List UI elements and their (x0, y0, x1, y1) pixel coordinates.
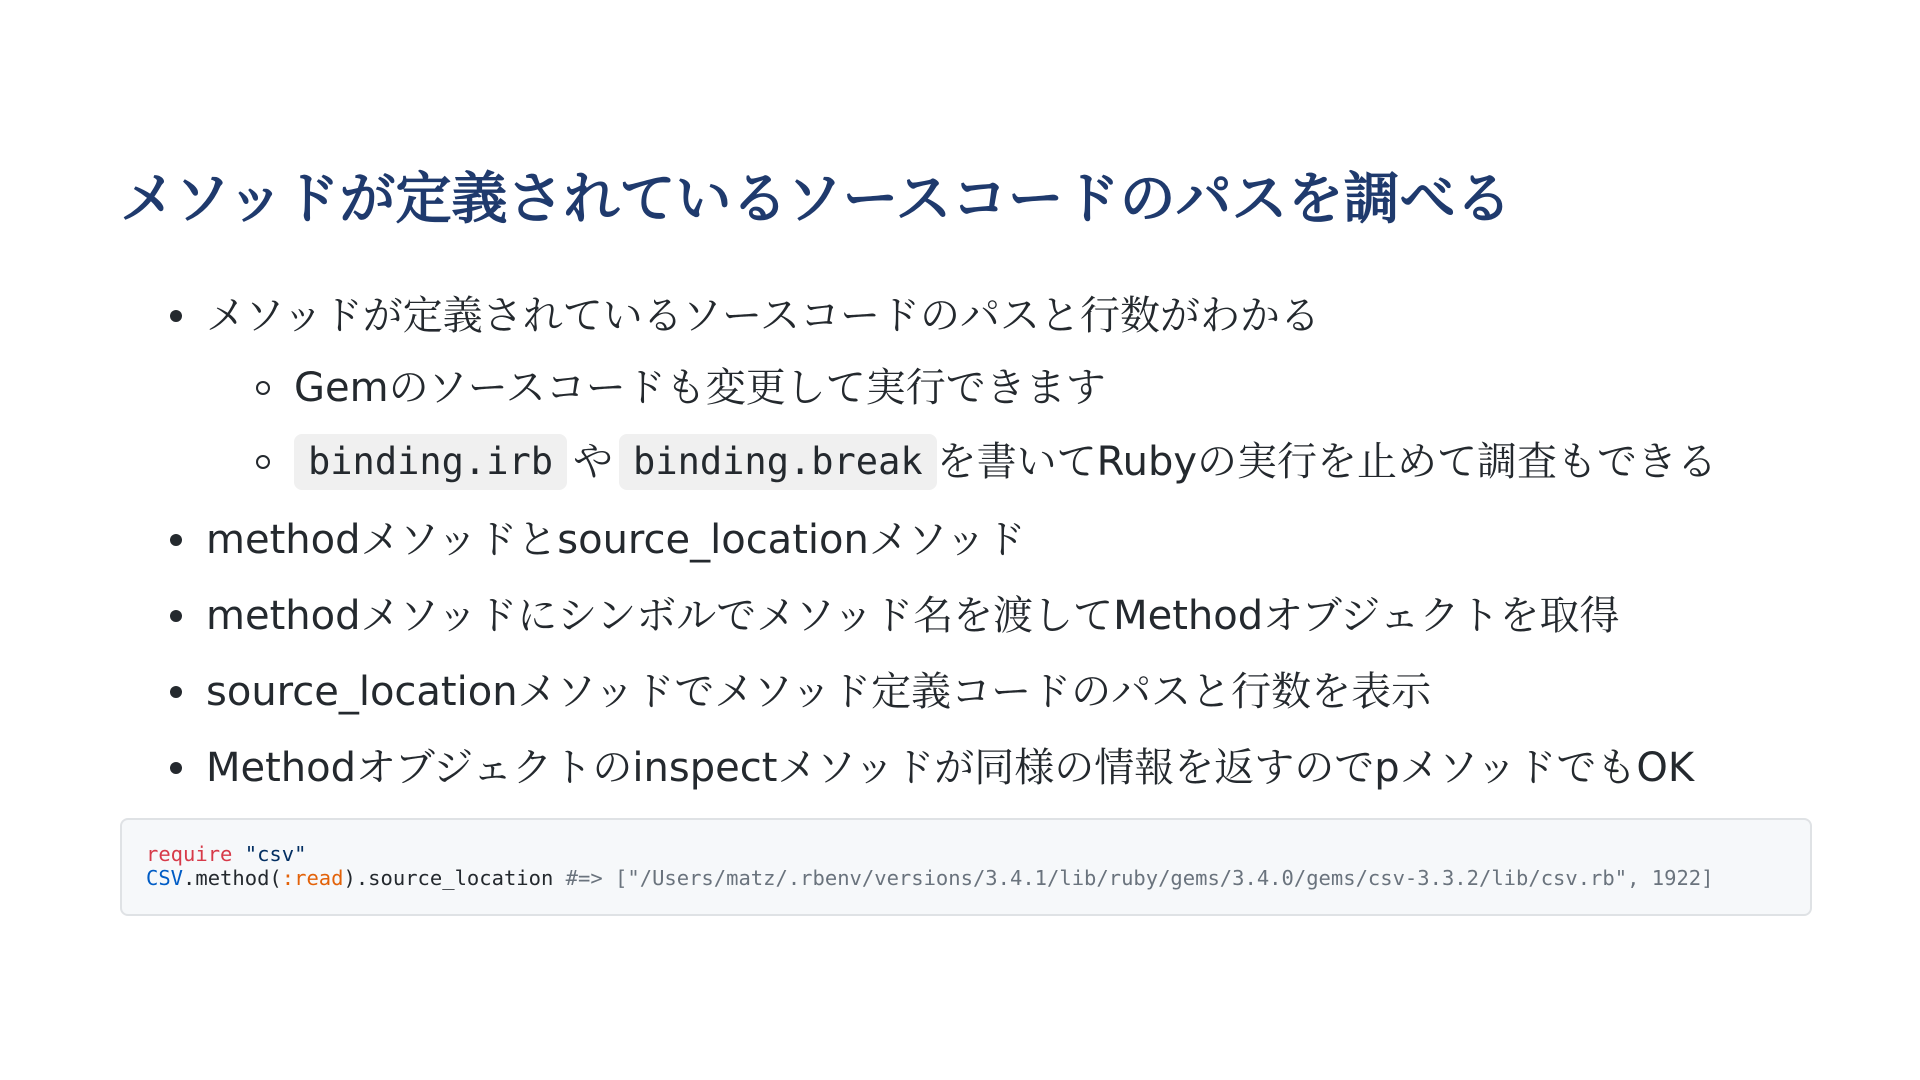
sub-bullet-item (170, 354, 1717, 422)
sub-bullet-item (170, 422, 1717, 502)
bullet-list (170, 278, 1717, 806)
code-line-1 (146, 842, 1810, 866)
bullet-item (170, 654, 1717, 730)
bullet-dot-icon (170, 534, 182, 546)
code-block (120, 818, 1812, 916)
bullet-text: methodメソッドにシンボルでメソッド名を渡してMethodオブジェクトを取得 (206, 593, 1620, 639)
sub-bullet-circle-icon (256, 455, 270, 469)
bullet-text: source_locationメソッドでメソッド定義コードのパスと行数を表示 (206, 669, 1432, 715)
sub-bullet-text: を書いてRubyの実行を止めて調査もできる (936, 439, 1718, 485)
bullet-text: メソッドが定義されているソースコードのパスと行数がわかる (206, 293, 1320, 339)
bullet-dot-icon (170, 310, 182, 322)
sub-bullet-text: や (573, 439, 614, 485)
sub-bullet-text: Gemのソースコードも変更して実行できます (294, 365, 1106, 411)
bullet-text: methodメソッドとsource_locationメソッド (206, 517, 1026, 563)
inline-code-binding-break: binding.break (619, 434, 937, 490)
code-comment: #=> ["/Users/matz/.rbenv/versions/3.4.1/lib/ruby/gems/3.4.0/gems/csv-3.3.2/lib/csv.rb", 1922] (565, 866, 1714, 890)
code-constant: CSV (146, 866, 184, 890)
bullet-item (170, 502, 1717, 578)
code-line-2 (146, 866, 1810, 890)
code-method: .method( (183, 866, 282, 890)
inline-code-binding-irb: binding.irb (294, 434, 567, 490)
bullet-dot-icon (170, 610, 182, 622)
code-call: ).source_location (343, 866, 554, 890)
sub-bullet-circle-icon (256, 381, 270, 395)
bullet-item (170, 730, 1717, 806)
bullet-item (170, 278, 1717, 354)
bullet-dot-icon (170, 686, 182, 698)
code-keyword: require (146, 842, 233, 866)
bullet-dot-icon (170, 762, 182, 774)
slide-title: メソッドが定義されているソースコードのパスを調べる (120, 167, 1512, 232)
code-symbol: :read (281, 866, 344, 890)
bullet-item (170, 578, 1717, 654)
bullet-text: Methodオブジェクトのinspectメソッドが同様の情報を返すのでpメソッドでもOK (206, 745, 1695, 791)
code-string: "csv" (244, 842, 307, 866)
